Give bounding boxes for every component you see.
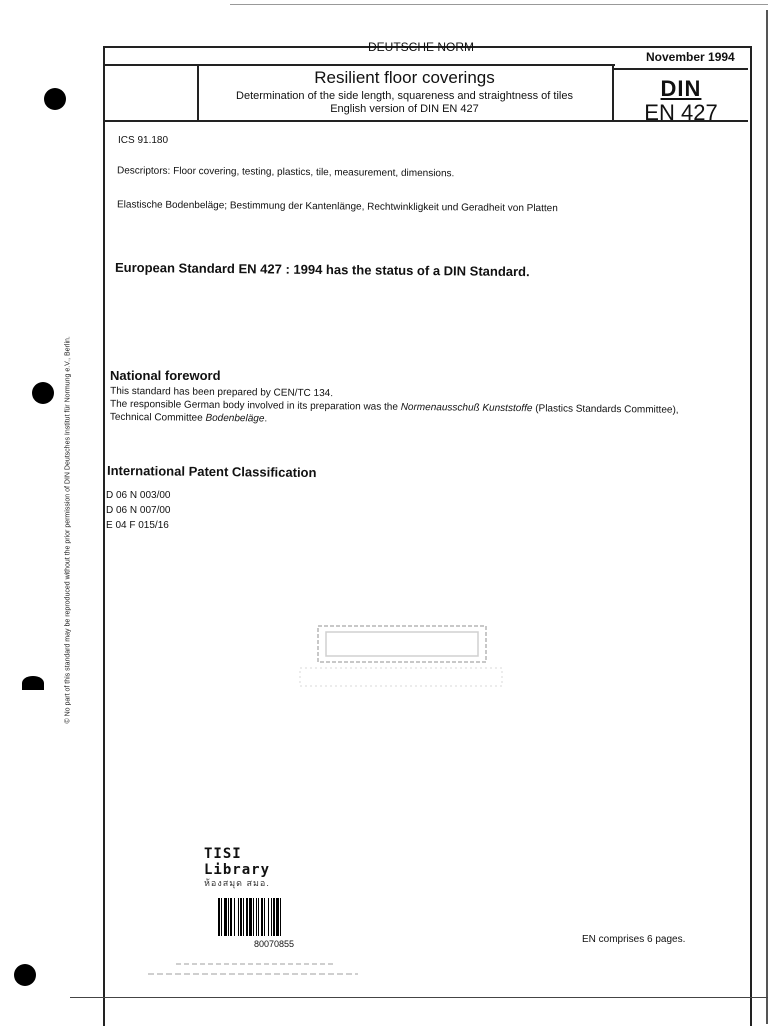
document-subtitle: Determination of the side length, squareness and straightness of tiles [236,90,573,102]
punch-hole [14,964,36,986]
german-title: Elastische Bodenbeläge; Bestimmung der Kantenlänge, Rechtwinkligkeit und Geradheit von Platten [116,199,558,215]
foreword-committee: Normenausschuß Kunststoffe [400,401,533,415]
foreword-heading: National foreword [110,368,221,383]
faint-address-imprint [146,960,366,982]
document-version: English version of DIN EN 427 [330,103,479,115]
status-statement: European Standard EN 427 : 1994 has the status of a DIN Standard. [114,259,530,280]
foreword-text-part: The responsible German body involved in its preparation was the [109,398,401,413]
din-logo: DIN [660,76,702,101]
header-title-cell [197,64,614,120]
page-count-note: EN comprises 6 pages. [582,934,686,945]
document-frame [103,46,752,1026]
punch-hole [22,676,44,690]
standard-number: EN 427 [644,100,718,125]
issue-date: November 1994 [646,50,735,64]
document-title: Resilient floor coverings [314,68,495,87]
barcode [216,898,336,936]
header-left-cell [103,64,199,120]
foreword-text-part: (Plastics Standards Committee), Technical Committee [109,403,679,424]
library-name: TISI Library [204,846,271,878]
punch-hole [32,382,54,404]
foreword-line-1: This standard has been prepared by CEN/TC 134. [110,385,334,400]
library-stamp [204,846,314,890]
norm-label: DEUTSCHE NORM [368,40,475,54]
punch-hole [44,88,66,110]
library-name-thai: ห้องสมุด สมอ. [204,878,270,888]
ics-code: ICS 91.180 [118,135,169,146]
ipc-code: D 06 N 003/00 [106,490,171,501]
faded-stamp [296,620,506,692]
scan-bottom-edge [70,997,768,998]
foreword-text-part: . [264,413,268,425]
ipc-heading: International Patent Classification [106,462,317,481]
ipc-code: D 06 N 007/00 [106,505,171,516]
copyright-note: © No part of this standard may be reproduced without the prior permission of DIN Deutsches Institut für Normung e.V., Berlin. [64,336,72,724]
barcode-number: 80070855 [254,939,295,949]
foreword-text [110,385,720,430]
foreword-technical-committee: Bodenbeläge [205,412,265,425]
descriptors: Descriptors: Floor covering, testing, plastics, tile, measurement, dimensions. [116,165,455,180]
ipc-code: E 04 F 015/16 [106,520,169,531]
din-block [616,76,746,126]
ipc-codes [106,488,171,533]
scan-top-edge [230,4,768,5]
